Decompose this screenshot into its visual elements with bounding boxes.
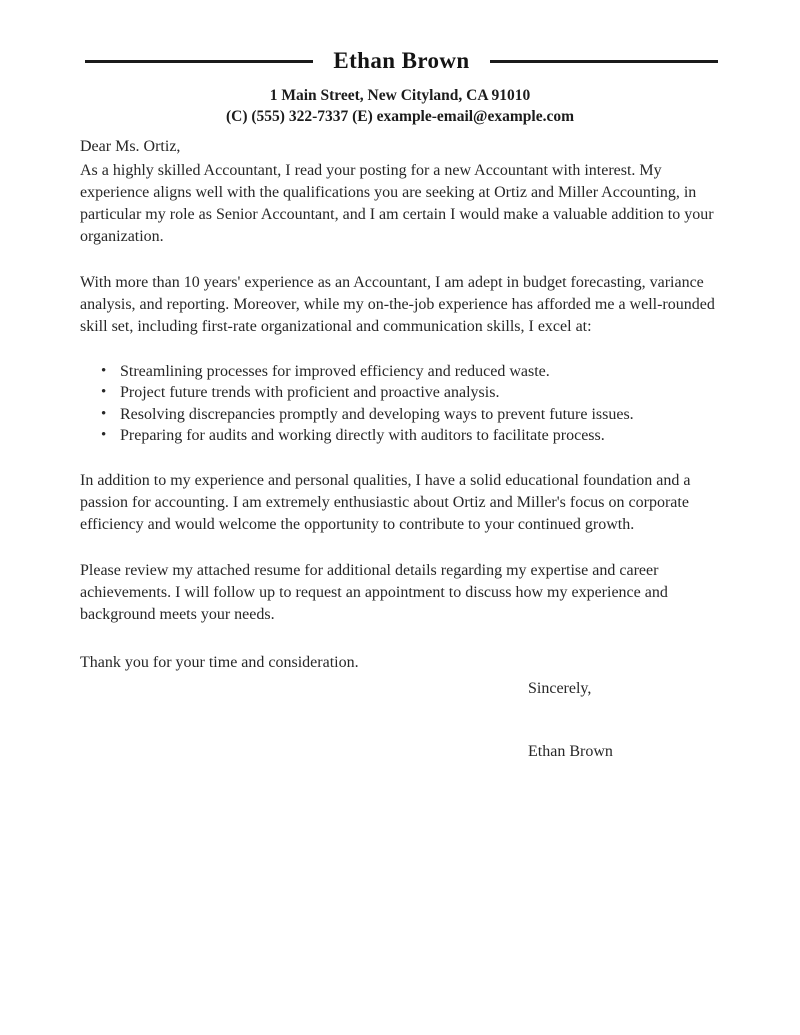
signature-name: Ethan Brown bbox=[528, 743, 613, 761]
letter-body bbox=[80, 136, 722, 763]
letterhead-address: 1 Main Street, New Cityland, CA 91010 bbox=[269, 87, 531, 104]
paragraph-intro: As a highly skilled Accountant, I read your posting for a new Accountant with interest. My experience aligns well with the qualifications you are seeking at Ortiz and Miller Accounting, in particular my role as Senior Accountant, and I am certain I would make a valuable addition to your organization. bbox=[80, 162, 714, 245]
closing-block bbox=[528, 678, 722, 763]
letterhead-phone-email: (C) (555) 322-7337 (E) example-email@example.com bbox=[225, 108, 574, 125]
bullet-item: • Resolving discrepancies promptly and developing ways to prevent future issues. bbox=[120, 404, 722, 425]
thanks-line: Thank you for your time and consideration. bbox=[80, 654, 359, 672]
paragraph-education: In addition to my experience and personal qualities, I have a solid educational foundation and a passion for accounting. I am extremely enthusiastic about Ortiz and Miller's focus on corporate efficiency and would welcome the opportunity to contribute to your continued growth. bbox=[80, 472, 691, 534]
bullet-item: • Streamlining processes for improved efficiency and reduced waste. bbox=[120, 361, 722, 382]
paragraph-resume: Please review my attached resume for additional details regarding my expertise and career achievements. I will follow up to request an appointment to discuss how my experience and background meets your needs. bbox=[80, 562, 668, 624]
valediction: Sincerely, bbox=[528, 680, 592, 698]
header-rule-left bbox=[85, 60, 313, 63]
letterhead bbox=[85, 48, 718, 74]
letterhead-contact-block bbox=[0, 85, 800, 127]
letterhead-name: Ethan Brown bbox=[333, 48, 470, 73]
skills-bullet-list bbox=[80, 361, 722, 446]
header-rule-right bbox=[490, 60, 718, 63]
bullet-item: • Project future trends with proficient and proactive analysis. bbox=[120, 382, 722, 403]
bullet-item: • Preparing for audits and working directly with auditors to facilitate process. bbox=[120, 425, 722, 446]
salutation: Dear Ms. Ortiz, bbox=[80, 138, 181, 155]
paragraph-experience: With more than 10 years' experience as an Accountant, I am adept in budget forecasting, variance analysis, and reporting. Moreover, while my on-the-job experience has afforded me a well-rounded skill set, including first-rate organizational and communication skills, I excel at: bbox=[80, 274, 715, 335]
